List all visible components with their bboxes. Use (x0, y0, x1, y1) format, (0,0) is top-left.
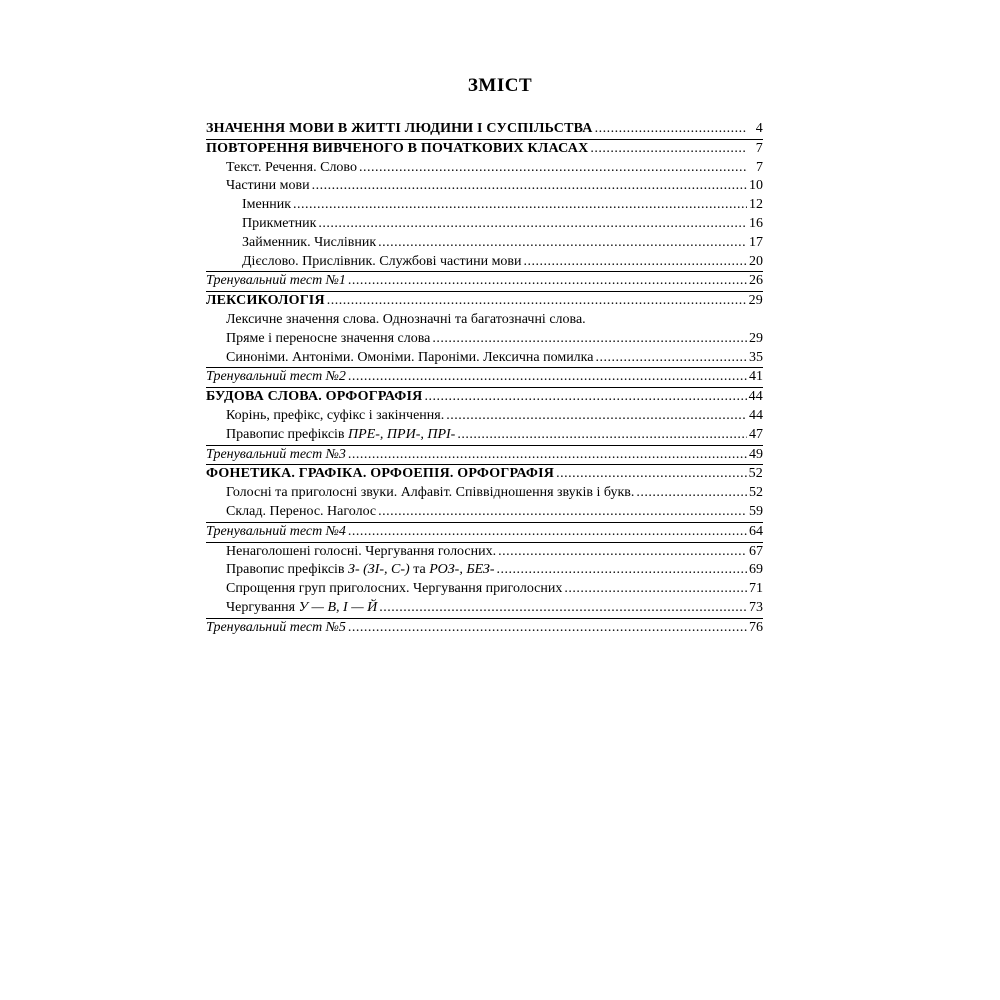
toc-entry-label: Текст. Речення. Слово (226, 159, 357, 175)
toc-page-number: 76 (749, 619, 763, 635)
dot-leader (595, 349, 747, 368)
toc-entry-test[interactable] (206, 272, 763, 292)
dot-leader (432, 330, 747, 349)
dot-leader (556, 465, 747, 484)
toc-page-number: 67 (749, 543, 763, 559)
toc-page-number: 29 (748, 293, 763, 309)
toc-page-number: 35 (749, 349, 763, 365)
toc-page-number: 4 (755, 121, 763, 136)
label-italic-text: У — В, І — Й (298, 599, 378, 615)
label-italic-text: З- (ЗІ-, С-) (348, 562, 410, 578)
dot-leader (318, 215, 747, 234)
toc-entry-label: Іменник (242, 197, 292, 213)
toc-page-number: 16 (749, 215, 763, 231)
dot-leader (590, 140, 747, 159)
dot-leader (378, 503, 747, 522)
toc-entry-section[interactable] (206, 388, 763, 407)
toc-entry-subsection-line1[interactable]: Лексичне значення слова. Однозначні та багатозначні слова. (226, 311, 586, 327)
toc-entry-label: Тренувальний тест №5 (206, 619, 346, 635)
toc-entry-label: Дієслово. Прислівник. Службові частини мови (242, 253, 522, 269)
toc-page-number: 41 (749, 369, 763, 385)
toc-entry-label: Займенник. Числівник (242, 234, 377, 250)
toc-entry-test[interactable] (206, 446, 763, 466)
toc-entry-label: ЗНАЧЕННЯ МОВИ В ЖИТТІ ЛЮДИНИ І СУСПІЛЬСТВА (206, 121, 593, 136)
toc-page-number: 44 (749, 407, 763, 423)
dot-leader (446, 407, 747, 426)
dot-leader (293, 196, 747, 215)
toc-entry-subsubsection[interactable] (206, 234, 763, 253)
toc-entry-subsection[interactable] (206, 426, 763, 446)
toc-entry-subsection[interactable] (206, 503, 763, 523)
toc-entry-label: Голосні та приголосні звуки. Алфавіт. Співвідношення звуків і букв. (226, 485, 635, 501)
dot-leader (636, 484, 747, 503)
toc-entry-label: Тренувальний тест №1 (206, 273, 346, 289)
toc-entry-label (226, 426, 455, 445)
toc-entry-label: Пряме і переносне значення слова (226, 330, 431, 346)
toc-page-number: 26 (749, 273, 763, 289)
toc-entry-subsection[interactable] (206, 580, 763, 599)
toc-page-number: 7 (756, 159, 763, 175)
toc-page-number: 20 (749, 253, 763, 269)
toc-page-number: 7 (755, 140, 763, 156)
toc-entry-test[interactable] (206, 368, 763, 388)
toc-entry-label: Тренувальний тест №3 (206, 446, 346, 462)
toc-entry-label (226, 599, 377, 618)
dot-leader (348, 619, 747, 638)
toc-page-number: 47 (749, 426, 763, 442)
toc-entry-label (226, 561, 495, 580)
toc-entry-label: ФОНЕТИКА. ГРАФІКА. ОРФОЕПІЯ. ОРФОГРАФІЯ (206, 466, 555, 482)
toc-entry-subsection[interactable] (206, 159, 763, 178)
toc-entry-section[interactable] (206, 292, 763, 311)
dot-leader (524, 253, 747, 272)
dot-leader (378, 234, 747, 253)
dot-leader (348, 446, 747, 465)
dot-leader (457, 426, 747, 445)
toc-entry-test[interactable] (206, 619, 763, 638)
dot-leader (564, 580, 747, 599)
toc-page-number: 17 (749, 234, 763, 250)
toc-entry-subsection[interactable] (206, 561, 763, 580)
toc-entry-label: БУДОВА СЛОВА. ОРФОГРАФІЯ (206, 389, 423, 405)
dot-leader (348, 368, 747, 387)
label-italic-text: ПРЕ-, ПРИ-, ПРІ- (348, 426, 456, 442)
dot-leader (359, 159, 747, 178)
dot-leader (595, 120, 747, 139)
table-of-contents (206, 120, 763, 638)
toc-page-number: 29 (749, 330, 763, 346)
toc-entry-label: Ненаголошені голосні. Чергування голосних. (226, 543, 497, 559)
toc-page-number: 73 (749, 599, 763, 615)
toc-entry-label: Склад. Перенос. Наголос (226, 503, 377, 519)
dot-leader (497, 561, 747, 580)
label-text: та (409, 562, 430, 578)
toc-entry-label: ПОВТОРЕННЯ ВИВЧЕНОГО В ПОЧАТКОВИХ КЛАСАХ (206, 140, 589, 156)
toc-entry-label: ЛЕКСИКОЛОГІЯ (206, 293, 325, 309)
toc-entry-section[interactable] (206, 140, 763, 159)
label-text: Правопис префіксів (226, 426, 349, 442)
toc-entry-label: Тренувальний тест №4 (206, 523, 346, 539)
toc-page-number: 52 (748, 466, 763, 482)
toc-entry-section[interactable] (206, 465, 763, 484)
toc-page-number: 12 (749, 197, 763, 213)
toc-entry-subsubsection[interactable] (206, 253, 763, 273)
dot-leader (498, 543, 747, 562)
toc-entry-subsection[interactable] (206, 599, 763, 619)
toc-entry-test[interactable] (206, 523, 763, 543)
dot-leader (379, 599, 747, 618)
toc-entry-label: Прикметник (242, 215, 317, 231)
toc-entry-label: Частини мови (226, 178, 310, 194)
label-text: Чергування (226, 599, 299, 615)
toc-entry-section[interactable] (206, 120, 763, 140)
toc-entry-label: Тренувальний тест №2 (206, 369, 346, 385)
toc-page-number: 52 (749, 485, 763, 501)
toc-page-number: 44 (748, 389, 763, 405)
toc-entry-label: Корінь, префікс, суфікс і закінчення. (226, 407, 445, 423)
toc-entry-subsubsection[interactable] (206, 196, 763, 215)
toc-page-number: 10 (749, 178, 763, 194)
dot-leader (424, 388, 746, 407)
toc-page-number: 49 (749, 446, 763, 462)
dot-leader (348, 272, 747, 291)
label-text: Правопис префіксів (226, 562, 349, 578)
toc-entry-subsection[interactable] (206, 407, 763, 426)
toc-page-number: 59 (749, 503, 763, 519)
toc-entry-label: Спрощення груп приголосних. Чергування приголосних (226, 581, 563, 597)
toc-entry-subsection[interactable] (206, 177, 763, 196)
dot-leader (348, 523, 747, 542)
label-italic-text: РОЗ-, БЕЗ- (429, 562, 495, 578)
toc-page-number: 71 (749, 581, 763, 597)
toc-entry-subsection[interactable] (206, 543, 763, 562)
dot-leader (327, 292, 747, 311)
toc-page-number: 69 (749, 562, 763, 578)
page-title: ЗМІСТ (467, 75, 533, 96)
toc-page-number: 64 (749, 523, 763, 539)
toc-entry-subsubsection[interactable] (206, 215, 763, 234)
toc-entry-label: Синоніми. Антоніми. Омоніми. Пароніми. Лексична помилка (226, 349, 594, 365)
dot-leader (312, 177, 747, 196)
toc-entry-subsection[interactable] (206, 484, 763, 503)
toc-entry-subsection[interactable] (206, 330, 763, 349)
toc-entry-subsection[interactable] (206, 349, 763, 369)
